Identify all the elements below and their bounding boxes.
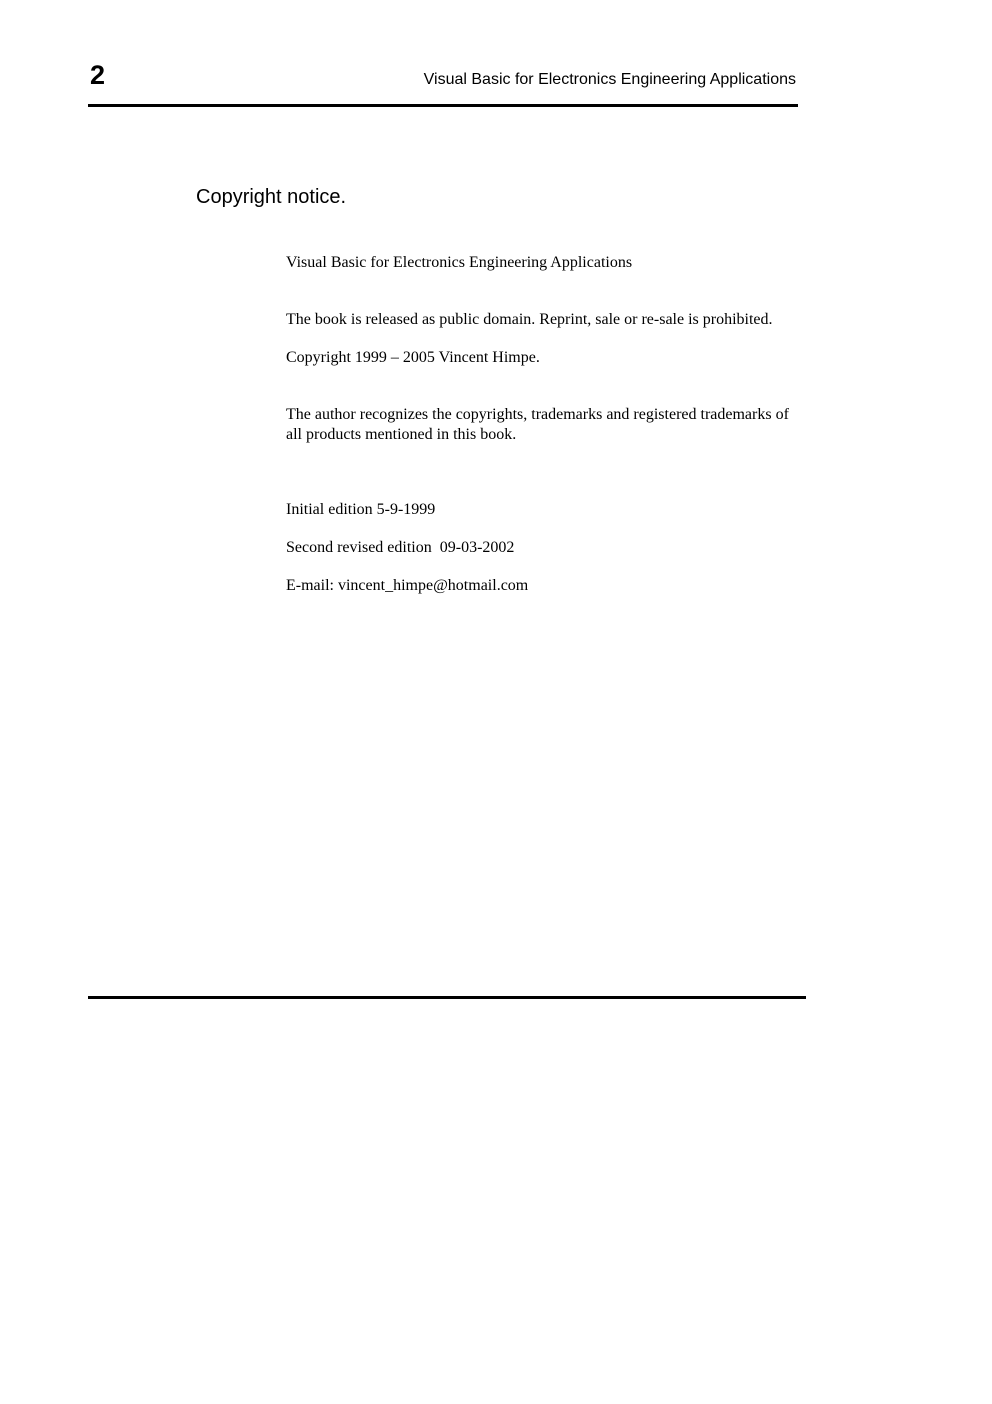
email-line: E-mail: vincent_himpe@hotmail.com <box>286 577 529 594</box>
public-domain-notice: The book is released as public domain. Reprint, sale or re-sale is prohibited. <box>286 311 773 328</box>
second-edition-line: Second revised edition 09-03-2002 <box>286 539 515 556</box>
book-title-line: Visual Basic for Electronics Engineering Applications <box>286 254 633 271</box>
page-number: 2 <box>90 60 106 90</box>
section-heading: Copyright notice. <box>196 186 347 208</box>
copyright-line: Copyright 1999 – 2005 Vincent Himpe. <box>286 349 540 366</box>
footer-rule <box>88 996 806 999</box>
header-rule <box>88 104 798 107</box>
trademark-notice: The author recognizes the copyrights, trademarks and registered trademarks of all products mentioned in this book. <box>286 406 789 443</box>
initial-edition-line: Initial edition 5-9-1999 <box>286 501 436 518</box>
running-header-title: Visual Basic for Electronics Engineering Applications <box>423 71 796 88</box>
